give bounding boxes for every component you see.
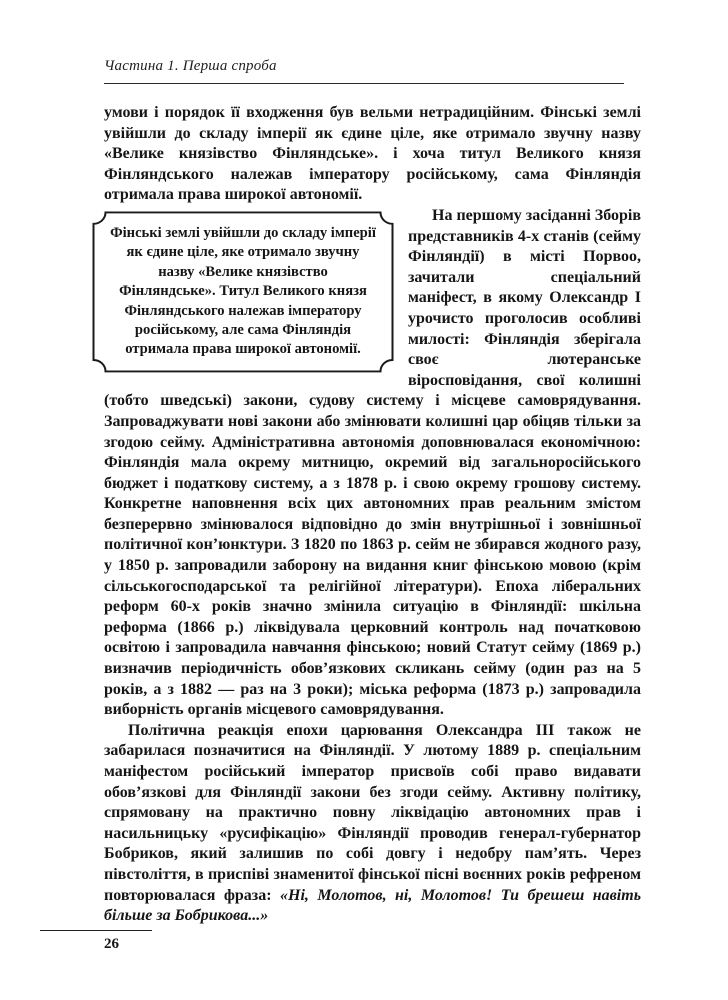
page-body [104, 103, 641, 927]
paragraph-continuation: умови і порядок її входження був вельми нетрадиційним. Фінські землі увійшли до складу імперії як єдине ціле, яке отримало звучну назву «Велике князівство Фінляндське». і хоча титул Великого князя Фінляндського належав імператору російському, сама Фінляндія отримала права широкої автономії. [104, 104, 641, 204]
footer-rule [40, 930, 152, 931]
paragraph-reaction [104, 721, 641, 927]
song-quote-italic: «Ні, Молотов, ні, Молотов! Ти брешеш навіть більше за Бобрикова...» [104, 886, 642, 925]
pull-quote-box [92, 211, 394, 373]
pull-quote-text: Фінські землі увійшли до складу імперії як єдине ціле, яке отримало звучну назву «Велике князівство Фінляндське». Титул Великого князя Фінляндського належав імператору російському, але сама Фінляндія отримала права широкої автономії. [110, 224, 376, 358]
running-header [104, 58, 624, 84]
paragraph-reaction-lead: Політична реакція епохи царювання Олександра III також не забарилася позначитися на Фінляндії. У лютому 1889 р. спеціальним маніфестом російський імператор присвоїв собі право видавати обов’язкові для Фінляндії закони без згоди сейму. Активну політику, спрямовану на практично повну ліквідацію автономних прав і насильницьку «русифікацію» Фінляндії проводив генерал-губернатор Бобриков, який залишив по собі довгу і недобру пам’ять. Через півстоліття, в приспіві знаменитої фінської пісні воєнних років рефреном повторювалася фраза: [104, 721, 641, 904]
running-header-text: Частина 1. Перша спроба [104, 58, 277, 74]
paragraph-manifesto: На першому засіданні Зборів представників 4-х станів (сейму Фінляндії) в місті Порвоо, зачитали спеціальний маніфест, в якому Олександр I урочисто проголосив особливі милості: Фінляндія зберігала своє лютеранське віросповідання, свої колишні (тобто шведські) закони, судову систему і місцеве самоврядування. Запроваджувати нові закони або змінювати колишні цар обіцяв тільки за згодою сейму. Адміністративна автономія доповнювалася економічною: Фінляндія мала окрему митницю, окремий від загальноросійського бюджет і податкову систему, а з 1878 р. і свою окрему грошову систему. Конкретне наповнення всіх цих автономних прав реальним змістом безперервно змінювалося відповідно до змін внутрішньої і зовнішньої політичної кон’юнктури. З 1820 по 1863 р. сейм не збирався жодного разу, у 1850 р. запровадили заборону на видання книг фінською мовою (крім сільськогосподарської та релігійної літератури). Епоха ліберальних реформ 60-х років значно змінила ситуацію в Фінляндії: шкільна реформа (1866 р.) ліквідувала церковний контроль над початковою освітою і запровадила навчання фінською; новий Статут сейму (1869 р.) визначив періодичність обов’язкових скликань сейму (один раз на 5 років, а з 1882 — раз на 3 роки); міська реформа (1873 р.) запровадила виборність органів місцевого самоврядування. [104, 206, 641, 719]
page-number: 26 [104, 936, 119, 952]
